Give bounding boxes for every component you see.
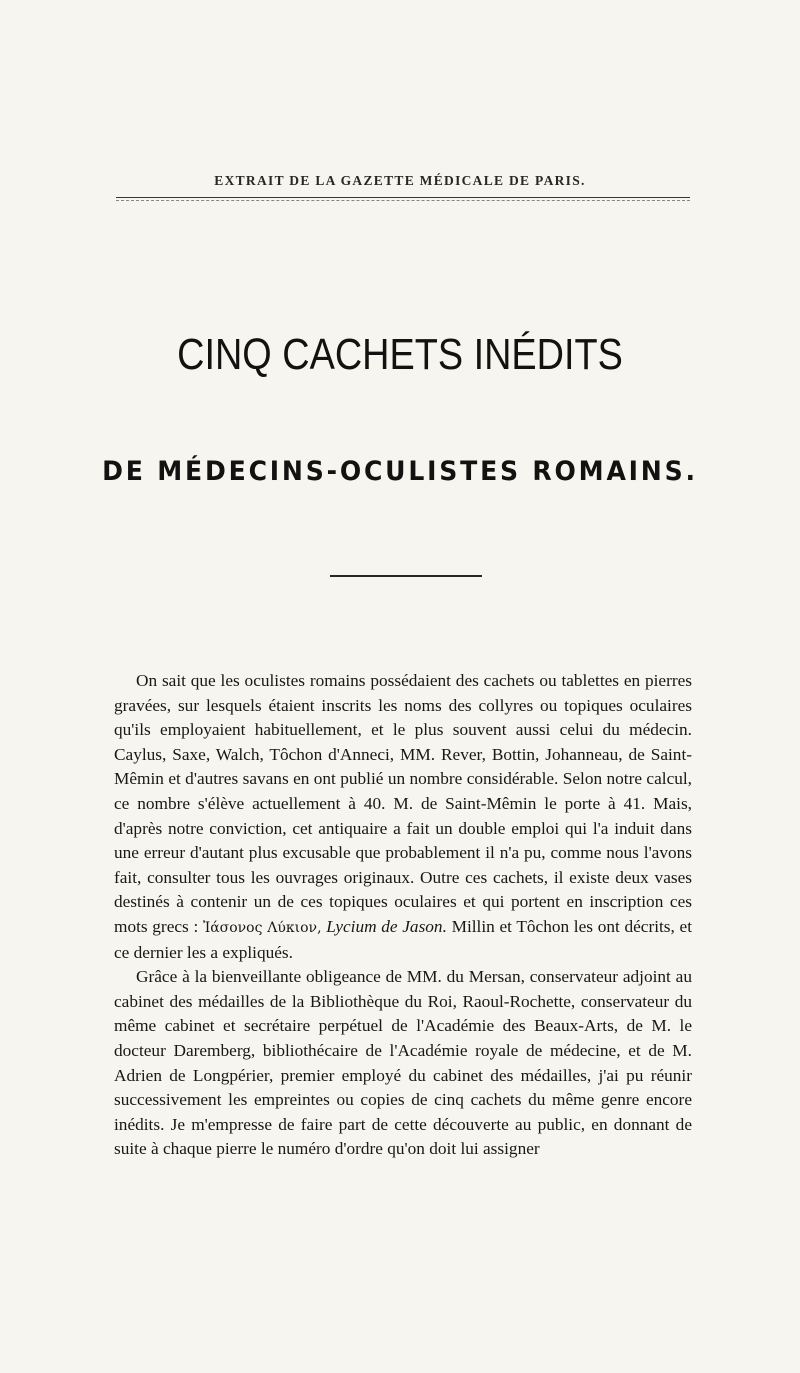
header-rule-secondary <box>116 200 690 201</box>
document-subtitle: DE MÉDECINS-OCULISTES ROMAINS. <box>102 456 698 487</box>
greek-inscription: Ἰάσονος Λύκιον, <box>202 919 322 936</box>
paragraph-2: Grâce à la bienveillante obligeance de MM. du Mersan, conservateur adjoint au cabinet des médailles de la Bibliothèque du Roi, Raoul-Rochette, conservateur du même cabinet et secrétaire perpétuel de l'Académie des Beaux-Arts, de M. le docteur Daremberg, bibliothécaire de l'Académie royale de médecine, et de M. Adrien de Longpérier, premier employé du cabinet des médailles, j'ai pu réunir successivement les empreintes ou copies de cinq cachets du même genre encore inédits. Je m'empresse de faire part de cette découverte au public, en donnant de suite à chaque pierre le numéro d'ordre qu'on doit lui assigner <box>114 967 692 1159</box>
section-divider <box>330 575 482 577</box>
paragraph-1-end: Millin et Tôchon les ont décrits, et ce dernier les a expliqués. <box>114 916 692 962</box>
document-title: CINQ CACHETS INÉDITS <box>177 330 623 379</box>
italic-inscription: Lycium de Jason. <box>326 916 447 936</box>
body-text <box>114 669 692 1162</box>
header-rule <box>116 197 690 198</box>
source-header: EXTRAIT DE LA GAZETTE MÉDICALE DE PARIS. <box>214 173 586 188</box>
paragraph-1-start: On sait que les oculistes romains possédaient des cachets ou tablettes en pierres gravées, sur lesquels étaient inscrits les noms des collyres ou topiques oculaires qu'ils employaient habituellement, et le plus souvent aussi celui du médecin. Caylus, Saxe, Walch, Tôchon d'Anneci, MM. Rever, Bottin, Johanneau, de Saint-Mêmin et d'autres savans en ont publié un nombre considérable. Selon notre calcul, ce nombre s'élève actuellement à 40. M. de Saint-Mêmin le porte à 41. Mais, d'après notre conviction, cet antiquaire a fait un double emploi qui l'a induit dans une erreur d'autant plus excusable que probablement il n'a pu, comme nous l'avons fait, consulter tous les ouvrages originaux. Outre ces cachets, il existe deux vases destinés à contenir un de ces topiques oculaires et qui portent en inscription ces mots grecs : <box>114 671 692 936</box>
paragraph-1 <box>114 669 692 965</box>
